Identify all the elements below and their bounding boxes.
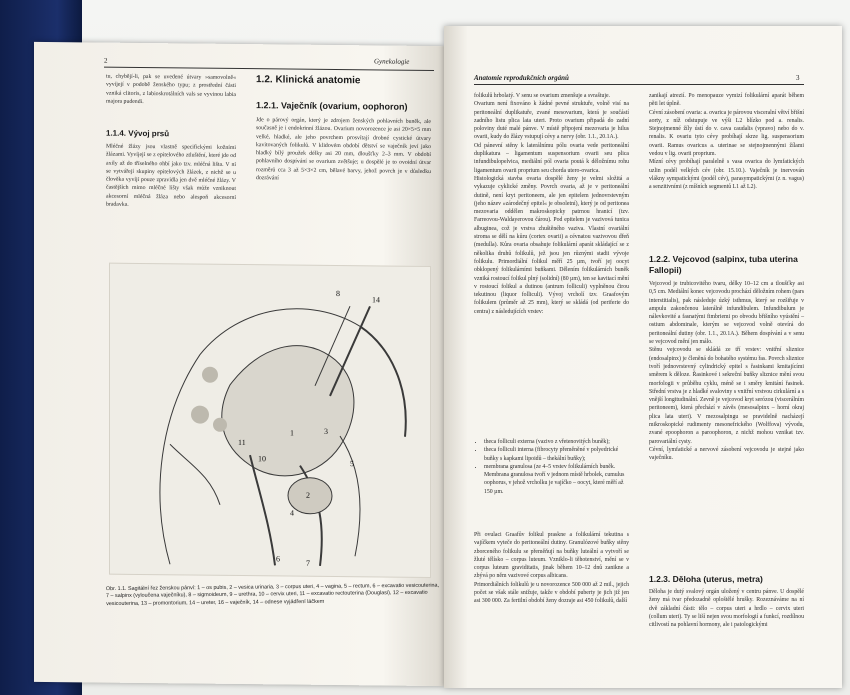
list-item: • theca folliculi externa (vazivo z vřetenovitých buněk); [484,438,629,446]
follicle-layers-list [474,438,629,496]
figure-label-14: 14 [372,295,380,305]
figure-label-8: 8 [336,289,340,299]
intro-paragraph: tu, chybějí-li, pak se uvedené útvary »samovolně« vyvíjejí v podobě ženského typu; z prostřední části vzniká clitoris, z labioskrotálních vals se vyvinou labia majora pudendi. [106,73,236,105]
header-rule [104,67,434,71]
right-page [444,26,842,688]
figure-label-5: 5 [350,459,354,469]
sagittal-section-drawing [110,264,430,577]
left-page [34,42,444,686]
figure-label-11: 11 [238,437,246,448]
figure-label-2: 2 [306,490,310,500]
figure-label-7: 7 [306,558,310,568]
list-item: • membrana granulosa (ze 4–5 vrstev folikulárních buněk. Membrana granulosa tvoří v jednom místě hrbolek, cumulus oophorus, v jehož vrcholku je vajíčko – oocyt, které měří až 150 µm. [484,463,629,496]
section-heading-1-1-4: 1.1.4. Vývoj prsů [106,128,170,139]
figure-label-3: 3 [324,426,328,436]
ovary-blood-supply: zanikají atrezií. Po menopauze vymizí folikulární aparát během pěti let úplně. Cévní zásobení ovaria: a. ovarica je párovou visceralní větví břišní aorty, z níž odstupuje ve výši L2 blízko pod a. renalis. Stejnojmenné žíly ústí do v. cava caudalis (vpravo) nebo do v. renalis. K ovariu tyto cévy probíhají skrze lig. suspensorium ovarii. Ramus ovaricus a. uterinae se stejnojmennými žílami vedou v lig. ovarii proprium. Mízní cévy probíhají paralelně s vasa ovarica do lymfatických uzlin podél velkých cév (obr. 15.10.). Vaječník je inervován vlákny sympatickými (podél cév), parasympatickými (z n. vagus) a senzitivními (z míšních segmentů L1 až L2). [649,93,804,191]
section-heading-1-2-1: 1.2.1. Vaječník (ovarium, oophoron) [256,100,408,112]
header-rule-right [474,84,804,85]
figure-caption: Obr. 1.1. Sagitální řez ženskou pánví: 1 – os pubis, 2 – vesica urinaria, 3 – corpus uteri, 4 – vagina, 5 – rectum, 6 – excavatio vesicouterina, 7 – salpinx (vyloučena vaječníku), 8 – sigmoideum, 9 – urethra, 10 – cervix uteri, 11 – excavatio rectouterina (Douglasi), 12 – excavatio vesicouterina, 13 – promontorium, 14 – ureter, 16 – vaječník, 14 – odnese vyjádření láčkem [105,582,440,607]
figure-label-4: 4 [290,508,294,518]
breast-paragraph: Mléčné žlázy jsou vlastně specifickými kožními žlázami. Vyvíjejí se z epitelového ztluštění, které jde od axily až do tříselného ohbí jako tzv. mléčná lišta. V ní se vytvářejí skupiny epitelových žlázek, z nichž se u člověka vyvíjí pouze zpravidla jen dvě mléčné žlázy. V častějších mimo mléčné lišty však může vzniknout akcesorní mléčná žláza nebo alespoň akcesorní bradavka. [106,143,236,208]
left-page-number: 2 [104,56,108,65]
figure-label-10: 10 [258,454,266,464]
tube-paragraph: Vejcovod je trubicovitého tvaru, délky 10–12 cm a tloušťky asi 0,5 cm. Mediální konec vejcovodu prochází děložním rohem (pars interstitialis), pak následuje úzký isthmus, který se rozšiřuje v ampulu zakončenou laterálně infundibulem. Infundibulum je nálevkovité a fasnatými fimbriemi po obvodu břišního vyústění – ostium abdominale, kterým se vejcovod volně otevírá do peritoneální dutiny (obr. 1.1., 20.1A.). Během dospívání a v senu se vejcovod mění jen málo. Stěnu vejcovodu se skládá ze tří vrstev: vnitřní sliznice (endosalpinx) je členěná do bohatého systému řas. Povrch sliznice tvoří jednovrstevný cylindrický epitel s řasinkami kmitajícími směrem k děloze. Řasinkové i sekreční buňky sliznice mění svou morfologii v průběhu cyklu, méně se i směry kmitání řasinek. Střední vrstva je z hladké svaloviny s vnitřní vrstvou cirkulární a s vnější longitudinální. Zevně je vejcovod kryt serózou (viscerálním peritoneem), která přechází v závěs (mesosalpinx – horní okraj plica lata uteri). V mezosalpingu se pravidelně nacházejí mikroskopické rudimenty mesonefrického (Wolffova) vývodu, zvané epoophoron a paroophoron, z nichž mohou vznikat tzv. parovariální cysty. Cévní, lymfatické a nervové zásobení vejcovodu je stejné jako vaječníku. [649,281,804,462]
right-running-head: Anatomie reprodukčních orgánů [474,74,569,82]
uterus-paragraph: Děloha je dutý svalový orgán uložený v centru pánve. U dospělé ženy má tvar předozadně oploštělé hrušky. Rozeznáváme na ní dvě základní části: tělo – corpus uteri a hrdlo – cervix uteri (collum uteri). Ty se liší nejen svou morfologií a funkcí, rozdílnou citlivostí na pohlavní hormony, ale i patologickými [649,589,804,629]
section-heading-1-2-3: 1.2.3. Děloha (uterus, metra) [649,574,763,584]
left-running-head: Gynekologie [374,57,410,66]
list-item: • theca folliculi interna (fibrocyty přeměněné v polyedrické buňky s kapkami lipoidů – thekální buňky); [484,446,629,463]
anatomy-figure [109,263,431,578]
figure-label-1: 1 [290,428,294,438]
section-heading-1-2-2: 1.2.2. Vejcovod (salpinx, tuba uterina Fallopii) [649,254,798,275]
ovary-continuation: folikulů hrbolatý. V senu se ovarium zmenšuje a svraštuje. Ovarium není fixováno k žádné pevné struktuře, volně visí na peritoneální duplikatuře, zvané mesovarium, která je součástí zadního listu plica lata uteri. Proto ovarium připadá do zadní poloviny duté malé pánve. V místě připojení mezovaria je hilus ovarii, kudy do žlázy vstupují cévy a nervy (obr. 1.1., 20.1A.). Od pánevní stěny k laterálnímu pólu ovaria vede peritoneální duplikatura – ligamentum suspensorium ovarii seu plica infundibulopelvica, mediální pól ovaria poutá k děložnímu rohu ligamentum ovarii proprium seu chorda utero-ovarica. Histologická stavba ovaria dospělé ženy je velmi složitá a vykazuje cyklické změny. Povrch ovaria, až je v peritoneální dutině, není kryt peritoneem, ale jen epitelem jednovrstevným (jeho název »zárodečný epitel« je obsoletní), který je od peritonea mezovaria oddělen makroskopicky patrnou hranicí (tzv. Farreovou-Waldayerovou čárou). Pod epitelem je vazivová tunica albuginea, což je vrstva zhuštěného vaziva. Vlastní ovariální stroma se dělí na kůru (cortex ovarii) a cévnatou vazivovou dřeň (medulla). Kůra ovaria obsahuje folikulární aparát skládající se z několika druhů folikulů, jež jsou jen různými stadii vývoje folikulu. Primordiální folikul měří 25 µm, tvoří jej oocyt obklopený folikulárními buňkami. Dělením folikulárních buněk vzniká rostoucí folikul plný (solidní) (80 µm), ten se kavitací mění v rostoucí folikul a dutinou (antrum folliculi) vyplněnou čirou tekutinou (liquor folliculi). Vývoj vrcholí tzv. Graafovým folikulem (průměr až 25 mm), který se skládá (od periferie do centra) z následujících vrstev: [474,93,629,315]
ovary-paragraph: Jde o párový orgán, který je zdrojem ženských pohlavních buněk, ale současně je i endokrinní žlázou. Ovarium novorozence je asi 20×5×5 mm velké, hladké, ale jeho povrchem prosvítají drobné cystické útvary kavitovaných folikulů. V klidovém období dětství se vaječník jeví jako hladký bílý proužek délky asi 20 mm, dloušťky 2–3 mm. V období pohlavního dospívání se ovarium zvětšuje; u dospělé je to ovoidní útvar rozměrů cca 3 až 5×3×2 cm, bělavé barvy, jehož povrch je v důsledku dozrávání [256,117,431,182]
section-heading-1-2: 1.2. Klinická anatomie [256,74,361,87]
right-page-number: 3 [796,74,800,82]
ovulation-paragraph: Při ovulaci Graafův folikul praskne a folikulární tekutina s vajíčkem vyteče do peritoneální dutiny. Granulózové buňky stěny zborceného folikulu se přeměňují na buňky luteální a vytvoří se žluté tělísko – corpus luteum. Vzniklo-li těhotenství, mění se v corpus luteum graviditatis, jinak během 10–12 dnů zanikne a zbývá po něm vazivové corpus albicans. Primordiálních folikulů je u novorozence 500 000 až 2 mil., jejich počet se však stále snižuje, takže v období puberty je jich již jen asi 300 000. Za fertilní období ženy dozraje asi 450 folikulů, další [474,532,629,605]
figure-label-6: 6 [276,554,280,564]
